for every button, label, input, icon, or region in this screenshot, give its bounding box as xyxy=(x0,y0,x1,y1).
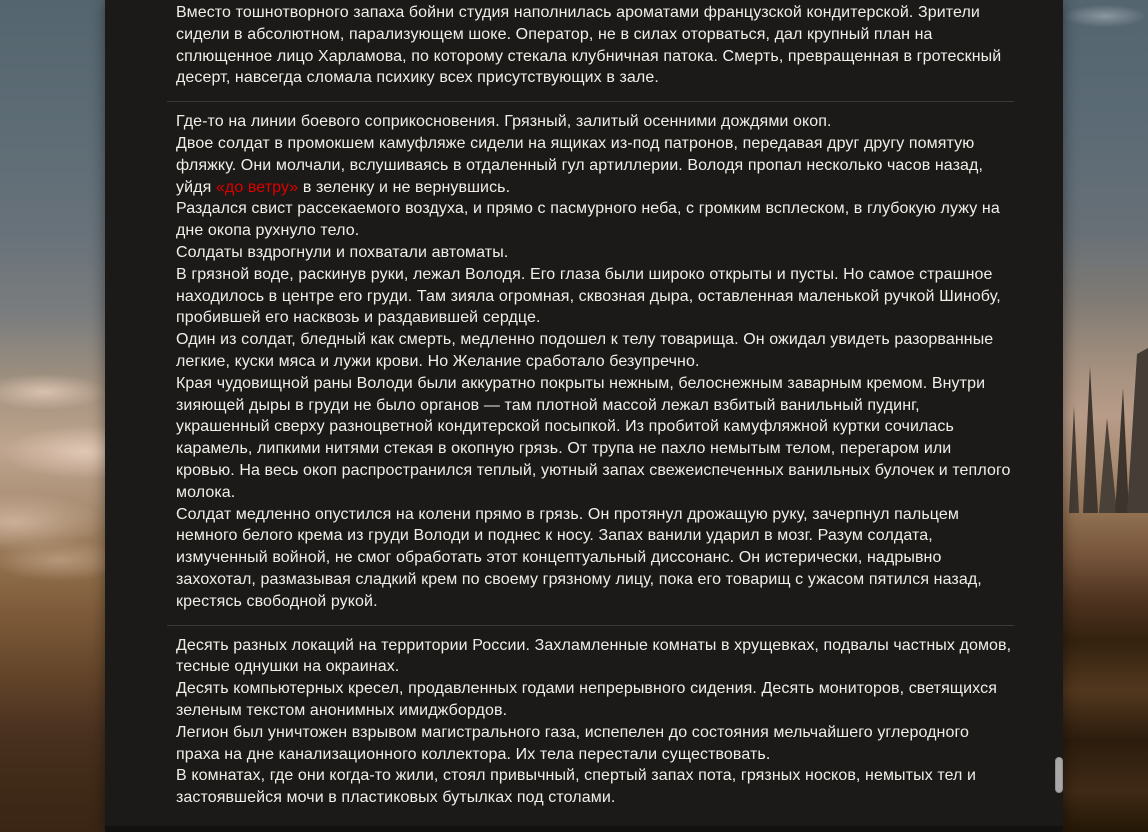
story-paragraph: В грязной воде, раскинув руки, лежал Володя. Его глаза были широко открыты и пусты. Но самое страшное находилось в центре его груди. Там зияла огромная, сквозная дыра, оставленная маленькой ручкой Шинобу, пробившей его насквозь и раздавившей сердце. xyxy=(176,265,1001,327)
story-paragraph: Десять компьютерных кресел, продавленных годами непрерывного сидения. Десять мониторов, светящихся зеленым текстом анонимных имиджбордов. xyxy=(176,680,997,719)
story-paragraph: Раздался свист рассекаемого воздуха, и прямо с пасмурного неба, с громким всплеском, в глубокую лужу на дне окопа рухнуло тело. xyxy=(176,200,1000,240)
reader-text-panel xyxy=(105,0,1063,832)
background-landscape-left xyxy=(0,0,106,832)
story-paragraph: Легион был уничтожен взрывом магистрального газа, испепелен до состояния мельчайшего углеродного праха на дне канализационного коллектора. Их тела перестали существовать. xyxy=(176,723,970,763)
paragraph-text: Двое солдат в промокшем камуфляже сидели на ящиках из-под патронов, передавая друг другу помятую фляжку. Они молчали, вслушиваясь в отдаленный гул артиллерии. Володя пропал несколько часов назад, уйдя xyxy=(176,134,984,196)
story-section-1 xyxy=(176,2,1014,89)
story-paragraph: Вместо тошнотворного запаха бойни студия наполнилась ароматами французской кондитерской. Зрители сидели в абсолютном, парализующем шоке. Оператор, не в силах оторваться, дал крупный план на сплющенное лицо Харламова, по которому стекала клубничная патока. Смерть, превращенная в гротескный десерт, навсегда сломала психику всех присутствующих в зале. xyxy=(176,4,1002,87)
story-paragraph: Десять разных локаций на территории России. Захламленные комнаты в хрущевках, подвалы частных домов, тесные однушки на окраинах. xyxy=(176,636,1012,676)
story-paragraph: Края чудовищной раны Володи были аккуратно покрыты нежным, белоснежным заварным кремом. Внутри зияющей дыры в груди не было органов — там плотной массой лежал взбитый ванильный пудинг, украшенный сверху разноцветной кондитерской посыпкой. Из пробитой камуфляжной куртки сочилась карамель, липкими нитями стекая в окопную грязь. От трупа не пахло немытым телом, перегаром или кровью. На весь окоп распространился теплый, уютный запах свежеиспеченных ванильных булочек и теплого молока. xyxy=(176,374,1011,501)
background-landscape-right xyxy=(1063,0,1148,832)
paragraph-text: в зеленку и не вернувшись. xyxy=(298,178,511,196)
section-divider xyxy=(167,625,1014,626)
scrollbar-thumb[interactable] xyxy=(1055,757,1063,793)
story-paragraph xyxy=(176,133,1014,198)
story-paragraph: Один из солдат, бледный как смерть, медленно подошел к телу товарища. Он ожидал увидеть разорванные легкие, куски мяса и лужи крови. Но Желание сработало безупречно. xyxy=(176,331,994,370)
story-paragraph: Где-то на линии боевого соприкосновения. Грязный, залитый осенними дождями окоп. xyxy=(176,113,832,131)
story-paragraph: В комнатах, где они когда-то жили, стоял привычный, спертый запах пота, грязных носков, немытых тел и застоявшейся мочи в пластиковых бутылках под столами. xyxy=(176,767,977,807)
story-paragraph: Солдаты вздрогнули и похватали автоматы. xyxy=(176,243,509,261)
story-section-2 xyxy=(176,111,1014,612)
section-divider xyxy=(167,101,1014,102)
story-paragraph: Солдат медленно опустился на колени прямо в грязь. Он протянул дрожащую руку, зачерпнул пальцем немного белого крема из груди Володи и поднес к носу. Запах ванили ударил в мозг. Разум солдата, измученный войной, не смог обработать этот концептуальный диссонанс. Он истерически, надрывно захохотал, размазывая сладкий крем по своему грязному лицу, пока его товарищ с ужасом пятился назад, крестясь свободной рукой. xyxy=(176,505,982,610)
tower-silhouettes-graphic xyxy=(1063,348,1148,513)
story-section-3 xyxy=(176,635,1014,809)
panel-bottom-edge xyxy=(105,826,1063,832)
highlighted-phrase: «до ветру» xyxy=(215,178,299,196)
story-content xyxy=(105,0,1063,809)
